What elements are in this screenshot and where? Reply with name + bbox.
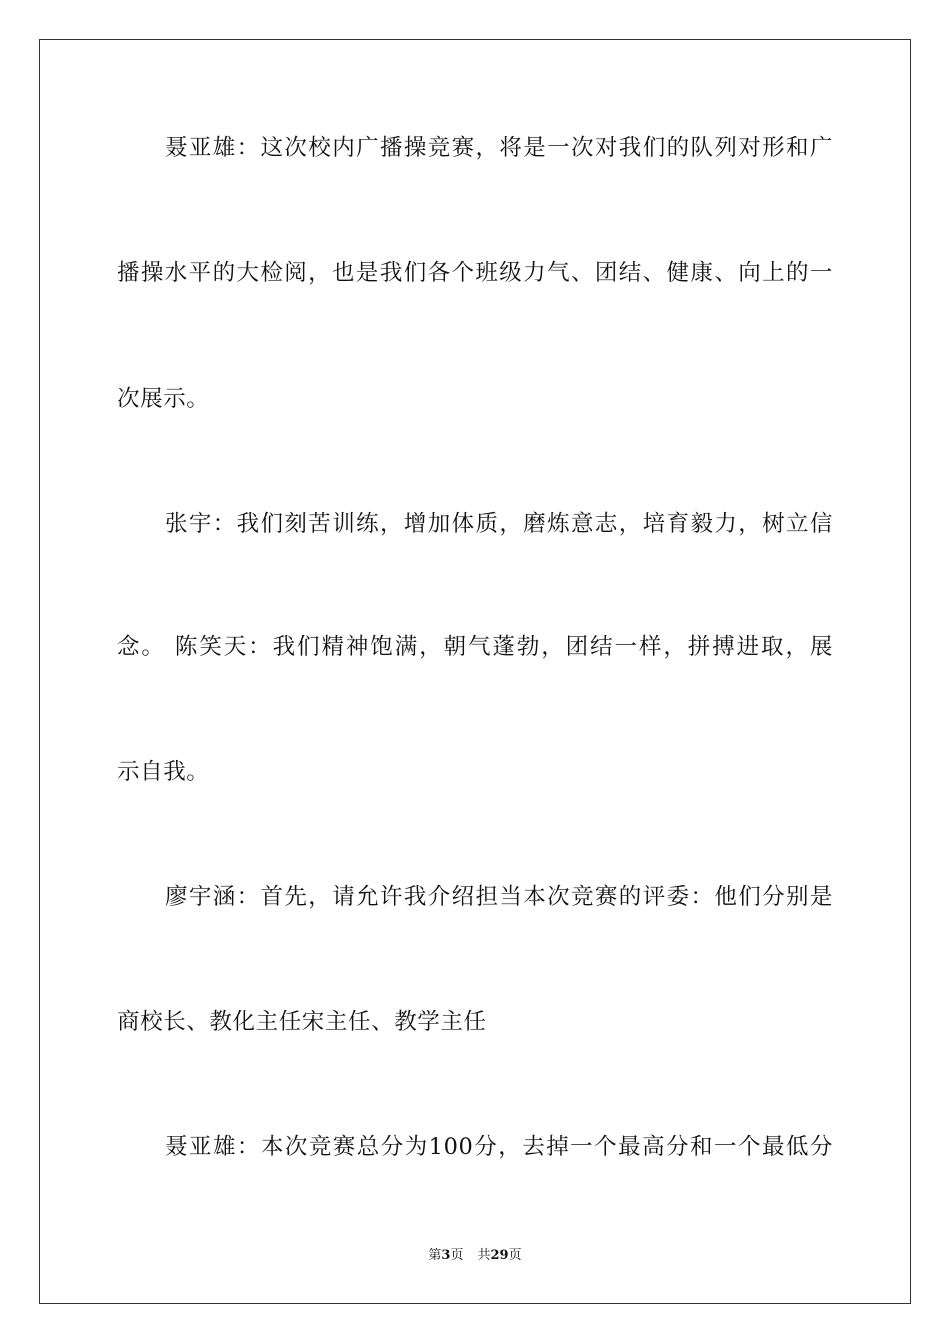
page-footer bbox=[0, 1247, 950, 1265]
paragraph-line: 念。 陈笑天：我们精神饱满，朝气蓬勃，团结一样，拼搏进取，展 bbox=[117, 634, 833, 660]
total-prefix: 共 bbox=[477, 1248, 491, 1263]
paragraph-line: 张宇：我们刻苦训练，增加体质，磨炼意志，培育毅力，树立信 bbox=[165, 511, 833, 537]
paragraph-line: 聂亚雄：本次竞赛总分为100分，去掉一个最高分和一个最低分 bbox=[165, 1134, 833, 1160]
page-suffix: 页 bbox=[450, 1248, 464, 1263]
page-number: 3 bbox=[441, 1248, 451, 1263]
paragraph-line: 次展示。 bbox=[117, 386, 210, 412]
paragraph-line: 示自我。 bbox=[117, 759, 210, 785]
page-border bbox=[39, 39, 911, 1304]
page-prefix: 第 bbox=[428, 1248, 442, 1263]
paragraph-line: 商校长、教化主任宋主任、教学主任 bbox=[117, 1009, 487, 1035]
paragraph-line: 聂亚雄：这次校内广播操竞赛，将是一次对我们的队列对形和广 bbox=[165, 135, 833, 161]
total-pages: 29 bbox=[490, 1248, 509, 1263]
paragraph-line: 廖宇涵：首先，请允许我介绍担当本次竞赛的评委：他们分别是 bbox=[165, 884, 833, 910]
paragraph-line: 播操水平的大检阅，也是我们各个班级力气、团结、健康、向上的一 bbox=[117, 260, 833, 286]
total-suffix: 页 bbox=[508, 1248, 522, 1263]
